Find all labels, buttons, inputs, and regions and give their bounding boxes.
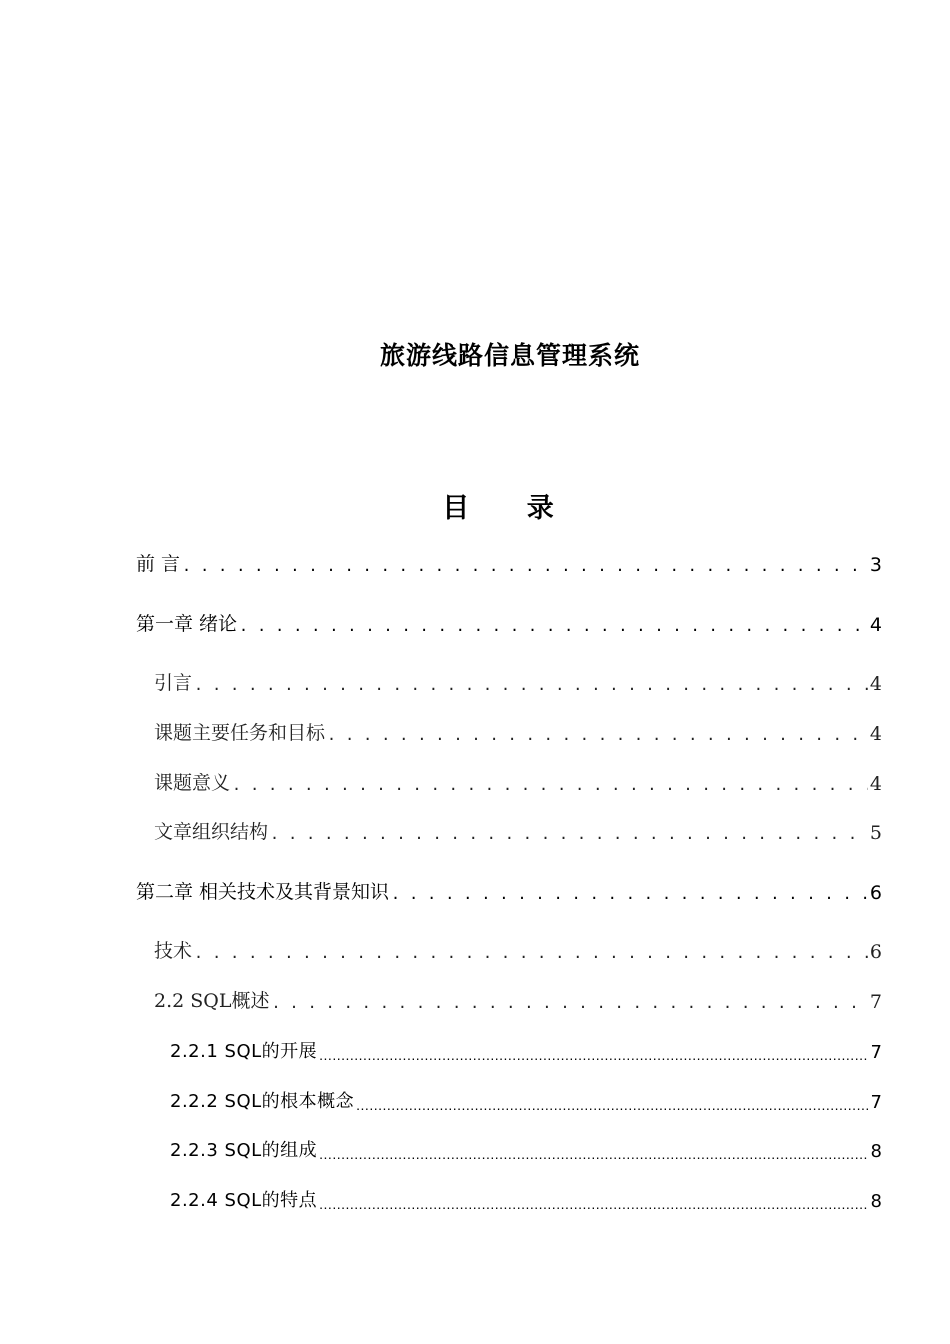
toc-entry-label: 文章组织结构 — [154, 821, 269, 843]
toc-entry-sql-concepts[interactable] — [170, 1085, 882, 1113]
toc-heading: 目 录 — [442, 493, 578, 524]
toc-entry-page: 6 — [869, 941, 882, 963]
toc-entry-page: 8 — [870, 1141, 882, 1162]
toc-entry-page: 4 — [869, 673, 882, 695]
toc-leader-dots — [270, 822, 868, 844]
toc-entry-sql-overview[interactable] — [154, 985, 882, 1013]
toc-entry-label: 2.2.3 SQL的组成 — [170, 1140, 318, 1161]
toc-entry-significance[interactable] — [154, 767, 882, 795]
toc-entry-sql-composition[interactable] — [170, 1134, 882, 1162]
toc-entry-structure[interactable] — [154, 816, 882, 844]
toc-entry-sql-development[interactable] — [170, 1035, 882, 1063]
toc-leader-dots — [319, 1196, 868, 1212]
toc-entry-page: 6 — [869, 882, 882, 904]
toc-entry-label: 2.2.4 SQL的特点 — [170, 1190, 318, 1211]
toc-leader-dots — [194, 673, 868, 695]
toc-leader-dots — [391, 882, 868, 904]
toc-leader-dots — [194, 941, 868, 963]
toc-entry-label: 2.2.1 SQL的开展 — [170, 1041, 318, 1062]
toc-entry-label: 课题意义 — [154, 772, 231, 794]
toc-leader-dots — [356, 1097, 868, 1113]
toc-entry-chapter-2[interactable] — [136, 876, 882, 904]
toc-entry-sql-features[interactable] — [170, 1184, 882, 1212]
toc-leader-dots — [319, 1047, 868, 1063]
toc-entry-page: 4 — [869, 614, 882, 636]
toc-entry-label: 2.2.2 SQL的根本概念 — [170, 1091, 355, 1112]
toc-entry-label: 课题主要任务和目标 — [154, 722, 326, 744]
toc-leader-dots — [327, 723, 868, 745]
toc-entry-chapter-1[interactable] — [136, 608, 882, 636]
toc-entry-page: 5 — [869, 822, 882, 844]
toc-entry-label: 引言 — [154, 672, 193, 694]
toc-entry-page: 7 — [870, 1042, 882, 1063]
toc-leader-dots — [182, 554, 868, 576]
toc-entry-preface[interactable] — [136, 548, 882, 576]
toc-entry-label: 第二章 相关技术及其背景知识 — [136, 881, 390, 903]
toc-entry-introduction[interactable] — [154, 667, 882, 695]
toc-entry-page: 4 — [869, 723, 882, 745]
toc-entry-page: 8 — [870, 1191, 882, 1212]
toc-entry-page: 4 — [869, 773, 882, 795]
toc-entry-page: 3 — [869, 554, 882, 576]
toc-entry-label: 第一章 绪论 — [136, 613, 238, 635]
document-title: 旅游线路信息管理系统 — [379, 341, 640, 370]
toc-entry-tasks-goals[interactable] — [154, 717, 882, 745]
toc-entry-technology[interactable] — [154, 935, 882, 963]
toc-entry-page: 7 — [870, 1092, 882, 1113]
toc-leader-dots — [239, 614, 868, 636]
toc-entry-label: 前 言 — [136, 553, 181, 575]
toc-entry-page: 7 — [869, 991, 882, 1013]
toc-entry-label: 技术 — [154, 940, 193, 962]
toc-entry-label: 2.2 SQL概述 — [154, 990, 270, 1012]
toc-leader-dots — [271, 991, 867, 1013]
toc-leader-dots — [232, 773, 868, 795]
toc-leader-dots — [319, 1146, 868, 1162]
